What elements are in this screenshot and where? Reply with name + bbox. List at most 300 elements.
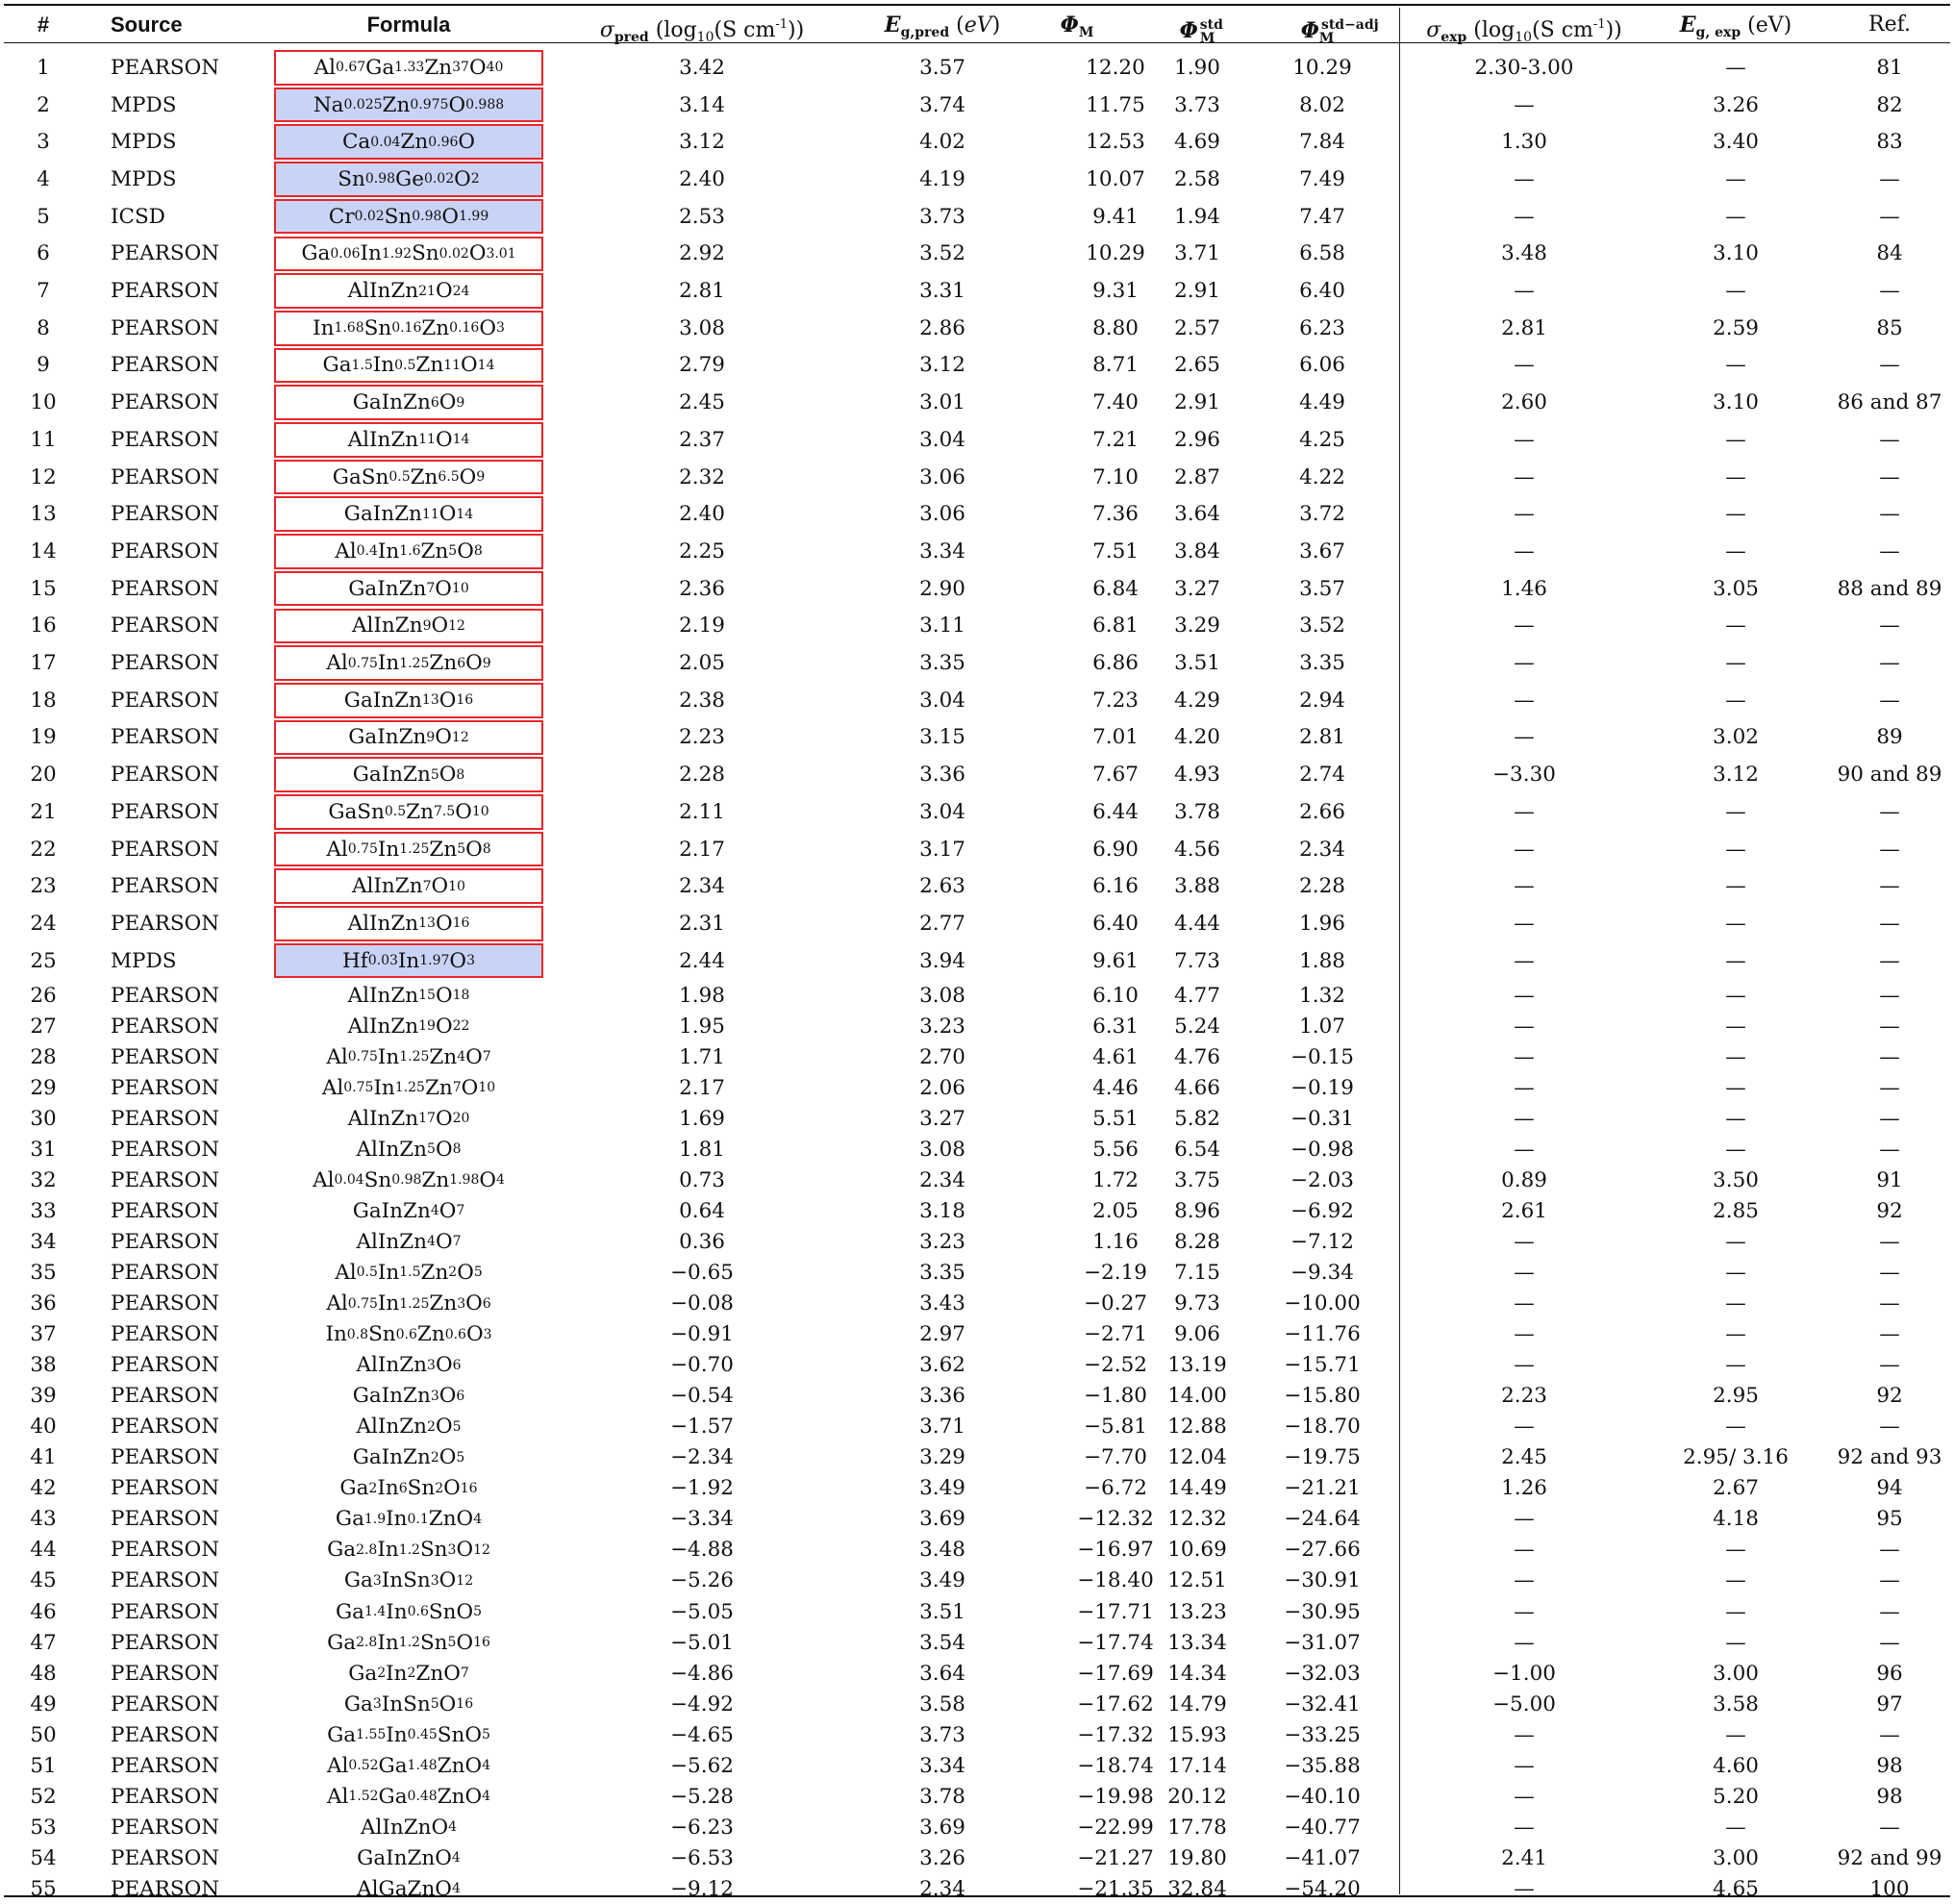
formula-cell: Ga 2.8 In 1.2 Sn 5 O 16 <box>327 1630 490 1655</box>
row-source: PEARSON <box>111 1476 220 1501</box>
formula-cell: Ga 1.4 In 0.6 SnO 5 <box>336 1599 482 1624</box>
phi-std-adj: −0.15 <box>1290 1044 1354 1069</box>
row-source: PEARSON <box>111 763 220 788</box>
row-number: 52 <box>30 1784 57 1809</box>
table-row <box>0 310 1954 347</box>
table-row <box>0 1719 1954 1750</box>
phi-std-adj: 4.49 <box>1299 390 1345 415</box>
eg-exp: — <box>1725 1353 1746 1378</box>
reference: — <box>1879 427 1900 452</box>
eg-exp: — <box>1725 1568 1746 1593</box>
phi-std: 4.66 <box>1174 1075 1220 1100</box>
row-source: PEARSON <box>111 688 220 713</box>
sigma-exp: — <box>1514 1722 1535 1747</box>
row-number: 43 <box>30 1507 57 1532</box>
reference: 85 <box>1876 315 1903 340</box>
eg-exp: 3.58 <box>1713 1691 1759 1716</box>
phi-std: 2.91 <box>1174 279 1220 304</box>
eg-exp: — <box>1725 204 1746 229</box>
eg-exp: — <box>1725 353 1746 378</box>
eg-exp: 4.60 <box>1713 1753 1759 1778</box>
sigma-pred: 2.23 <box>679 725 725 750</box>
sigma-pred: 3.12 <box>679 130 725 155</box>
header-source: Source <box>111 13 183 37</box>
eg-exp: 2.85 <box>1713 1198 1759 1223</box>
eg-exp: — <box>1725 948 1746 973</box>
eg-pred: 2.06 <box>919 1075 965 1100</box>
sigma-exp: 1.26 <box>1501 1476 1547 1501</box>
table-row <box>0 608 1954 645</box>
reference: — <box>1879 983 1900 1008</box>
table-row <box>0 1473 1954 1504</box>
phi-m: −2.52 <box>1084 1353 1147 1378</box>
sigma-pred: 1.98 <box>679 983 725 1008</box>
reference: 89 <box>1876 725 1903 750</box>
phi-std-adj: 7.47 <box>1299 204 1345 229</box>
phi-m: 10.29 <box>1086 241 1145 266</box>
eg-exp: 3.10 <box>1713 241 1759 266</box>
phi-std-adj: 1.07 <box>1299 1014 1345 1039</box>
row-source: PEARSON <box>111 1507 220 1532</box>
eg-pred: 3.73 <box>919 1722 965 1747</box>
row-source: PEARSON <box>111 55 220 80</box>
reference: — <box>1879 688 1900 713</box>
sigma-exp: — <box>1514 279 1535 304</box>
sigma-exp: — <box>1514 1044 1535 1069</box>
phi-std-adj: −10.00 <box>1284 1291 1361 1316</box>
phi-std-adj: −0.31 <box>1290 1106 1354 1131</box>
row-source: PEARSON <box>111 799 220 824</box>
eg-pred: 3.23 <box>919 1229 965 1254</box>
row-number: 23 <box>30 874 57 899</box>
table-row <box>0 1504 1954 1535</box>
sigma-pred: 2.28 <box>679 763 725 788</box>
sigma-exp: 2.45 <box>1501 1445 1547 1470</box>
reference: — <box>1879 353 1900 378</box>
row-source: PEARSON <box>111 390 220 415</box>
row-number: 48 <box>30 1661 57 1686</box>
formula-cell: Hf 0.03 In 1.97 O 3 <box>274 943 543 979</box>
sigma-exp: 2.61 <box>1501 1198 1547 1223</box>
phi-m: −17.32 <box>1077 1722 1154 1747</box>
eg-pred: 3.04 <box>919 799 965 824</box>
row-number: 45 <box>30 1568 57 1593</box>
eg-pred: 3.36 <box>919 1384 965 1409</box>
table-row <box>0 980 1954 1011</box>
eg-exp: — <box>1725 55 1746 80</box>
phi-std-adj: 2.34 <box>1299 837 1345 862</box>
sigma-exp: — <box>1514 539 1535 564</box>
sigma-pred: −3.34 <box>670 1507 734 1532</box>
reference: 92 and 93 <box>1837 1445 1942 1470</box>
row-number: 5 <box>37 204 50 229</box>
sigma-pred: 3.08 <box>679 315 725 340</box>
sigma-exp: 0.89 <box>1501 1167 1547 1192</box>
sigma-exp: — <box>1514 1815 1535 1840</box>
phi-m: −17.74 <box>1077 1630 1154 1655</box>
eg-exp: 4.18 <box>1713 1507 1759 1532</box>
formula-cell: Al 0.67 Ga 1.33 Zn 37 O 40 <box>274 50 543 86</box>
phi-m: 9.61 <box>1092 948 1139 973</box>
phi-std: 1.94 <box>1174 204 1220 229</box>
table-row <box>0 1535 1954 1566</box>
table-row <box>0 1442 1954 1473</box>
sigma-pred: −4.88 <box>670 1538 734 1563</box>
eg-exp: — <box>1725 1291 1746 1316</box>
row-source: PEARSON <box>111 241 220 266</box>
reference: — <box>1879 1229 1900 1254</box>
row-source: PEARSON <box>111 1753 220 1778</box>
formula-cell: GaInZn 5 O 8 <box>274 757 543 792</box>
sigma-pred: 1.69 <box>679 1106 725 1131</box>
table-row <box>0 198 1954 236</box>
row-number: 4 <box>37 166 50 191</box>
phi-std-adj: 1.88 <box>1299 948 1345 973</box>
header-formula: Formula <box>366 13 451 37</box>
reference: — <box>1879 1568 1900 1593</box>
eg-pred: 3.31 <box>919 279 965 304</box>
table-row <box>0 1103 1954 1134</box>
phi-std-adj: −6.92 <box>1290 1198 1354 1223</box>
eg-exp: — <box>1725 1044 1746 1069</box>
phi-std-adj: 1.96 <box>1299 911 1345 936</box>
table-row <box>0 1781 1954 1812</box>
row-source: PEARSON <box>111 1260 220 1285</box>
phi-m: 4.46 <box>1092 1075 1139 1100</box>
row-number: 44 <box>30 1538 57 1563</box>
eg-pred: 2.90 <box>919 576 965 601</box>
phi-m: 7.23 <box>1092 688 1139 713</box>
header-phi-m: $\Phi_M$ <box>1060 13 1094 40</box>
phi-std-adj: 4.22 <box>1299 464 1345 489</box>
phi-std-adj: 3.57 <box>1299 576 1345 601</box>
eg-exp: — <box>1725 1815 1746 1840</box>
eg-pred: 3.17 <box>919 837 965 862</box>
eg-exp: — <box>1725 1722 1746 1747</box>
phi-std-adj: −30.95 <box>1284 1599 1361 1624</box>
table-row <box>0 272 1954 310</box>
formula-cell: GaSn 0.5 Zn 7.5 O 10 <box>274 794 543 830</box>
reference: 92 <box>1876 1384 1903 1409</box>
eg-exp: — <box>1725 983 1746 1008</box>
phi-std: 8.96 <box>1174 1198 1220 1223</box>
phi-std: 13.23 <box>1167 1599 1227 1624</box>
sigma-pred: −4.65 <box>670 1722 734 1747</box>
row-source: PEARSON <box>111 1784 220 1809</box>
sigma-exp: 2.41 <box>1501 1845 1547 1870</box>
eg-exp: — <box>1725 1538 1746 1563</box>
phi-m: 4.61 <box>1092 1044 1139 1069</box>
phi-m: 7.67 <box>1092 763 1139 788</box>
sigma-exp: — <box>1514 1014 1535 1039</box>
phi-std: 4.76 <box>1174 1044 1220 1069</box>
table-row <box>0 1566 1954 1596</box>
formula-cell: Ga 3 InSn 5 O 16 <box>343 1691 474 1716</box>
phi-std: 4.56 <box>1174 837 1220 862</box>
sigma-exp: — <box>1514 1538 1535 1563</box>
eg-exp: — <box>1725 502 1746 527</box>
formula-cell: AlInZn 15 O 18 <box>347 983 470 1008</box>
row-number: 19 <box>30 725 57 750</box>
sigma-exp: — <box>1514 1106 1535 1131</box>
phi-std: 5.24 <box>1174 1014 1220 1039</box>
sigma-pred: −0.65 <box>670 1260 734 1285</box>
phi-m: 6.84 <box>1092 576 1139 601</box>
row-number: 21 <box>30 799 57 824</box>
phi-m: −17.62 <box>1077 1691 1154 1716</box>
sigma-exp: — <box>1514 1415 1535 1440</box>
table-row <box>0 831 1954 868</box>
reference: — <box>1879 204 1900 229</box>
formula-cell: Al 0.75 In 1.25 Zn 3 O 6 <box>326 1291 491 1316</box>
phi-m: 2.05 <box>1092 1198 1139 1223</box>
table-row <box>0 1165 1954 1195</box>
phi-std: 13.34 <box>1167 1630 1227 1655</box>
table-row <box>0 942 1954 980</box>
sigma-exp: — <box>1514 725 1535 750</box>
table-row <box>0 1596 1954 1627</box>
row-number: 46 <box>30 1599 57 1624</box>
eg-pred: 3.06 <box>919 502 965 527</box>
sigma-exp: — <box>1514 1260 1535 1285</box>
phi-std-adj: 3.67 <box>1299 539 1345 564</box>
phi-std-adj: −40.77 <box>1284 1815 1361 1840</box>
reference: 88 and 89 <box>1837 576 1942 601</box>
sigma-exp: — <box>1514 688 1535 713</box>
phi-m: −19.98 <box>1077 1784 1154 1809</box>
formula-cell: GaInZnO 4 <box>357 1845 461 1870</box>
sigma-pred: 1.81 <box>679 1137 725 1162</box>
eg-exp: — <box>1725 1075 1746 1100</box>
eg-pred: 3.06 <box>919 464 965 489</box>
row-number: 32 <box>30 1167 57 1192</box>
eg-exp: 3.50 <box>1713 1167 1759 1192</box>
phi-std: 2.96 <box>1174 427 1220 452</box>
phi-std: 2.58 <box>1174 166 1220 191</box>
sigma-pred: −5.62 <box>670 1753 734 1778</box>
eg-pred: 3.51 <box>919 1599 965 1624</box>
formula-cell: In 0.8 Sn 0.6 Zn 0.6 O 3 <box>325 1322 492 1347</box>
phi-std-adj: 6.23 <box>1299 315 1345 340</box>
eg-pred: 3.71 <box>919 1415 965 1440</box>
row-source: PEARSON <box>111 614 220 639</box>
row-number: 7 <box>37 279 50 304</box>
reference: 98 <box>1876 1753 1903 1778</box>
reference: 96 <box>1876 1661 1903 1686</box>
phi-std-adj: 6.40 <box>1299 279 1345 304</box>
formula-cell: Al 1.52 Ga 0.48 ZnO 4 <box>326 1784 491 1809</box>
row-source: PEARSON <box>111 1044 220 1069</box>
sigma-pred: 0.36 <box>679 1229 725 1254</box>
sigma-pred: −6.53 <box>670 1845 734 1870</box>
phi-std: 12.51 <box>1167 1568 1227 1593</box>
row-number: 50 <box>30 1722 57 1747</box>
eg-exp: 3.00 <box>1713 1661 1759 1686</box>
eg-exp: 4.65 <box>1713 1876 1759 1901</box>
reference: 91 <box>1876 1167 1903 1192</box>
reference: — <box>1879 837 1900 862</box>
eg-exp: — <box>1725 837 1746 862</box>
sigma-pred: −1.92 <box>670 1476 734 1501</box>
row-source: PEARSON <box>111 1075 220 1100</box>
phi-std: 3.71 <box>1174 241 1220 266</box>
phi-m: −21.27 <box>1077 1845 1154 1870</box>
sigma-exp: — <box>1514 166 1535 191</box>
eg-pred: 3.36 <box>919 763 965 788</box>
sigma-pred: −1.57 <box>670 1415 734 1440</box>
phi-std: 3.27 <box>1174 576 1220 601</box>
eg-pred: 3.57 <box>919 55 965 80</box>
sigma-exp: 1.30 <box>1501 130 1547 155</box>
phi-m: −5.81 <box>1084 1415 1147 1440</box>
sigma-pred: 2.36 <box>679 576 725 601</box>
phi-std-adj: 7.49 <box>1299 166 1345 191</box>
formula-cell: AlInZn 4 O 7 <box>356 1229 462 1254</box>
phi-std-adj: 10.29 <box>1292 55 1352 80</box>
sigma-exp: 3.48 <box>1501 241 1547 266</box>
reference: — <box>1879 614 1900 639</box>
table-row <box>0 1011 1954 1041</box>
phi-m: 6.44 <box>1092 799 1139 824</box>
formula-cell: Al 0.75 In 1.25 Zn 5 O 8 <box>274 832 543 867</box>
sigma-pred: −0.54 <box>670 1384 734 1409</box>
table-row <box>0 682 1954 719</box>
reference: — <box>1879 1722 1900 1747</box>
table-row <box>0 236 1954 273</box>
row-source: PEARSON <box>111 874 220 899</box>
phi-std-adj: −27.66 <box>1284 1538 1361 1563</box>
sigma-pred: 2.81 <box>679 279 725 304</box>
reference: — <box>1879 279 1900 304</box>
phi-std-adj: −19.75 <box>1284 1445 1361 1470</box>
header-number: # <box>37 13 50 37</box>
sigma-exp: — <box>1514 1507 1535 1532</box>
phi-std: 3.78 <box>1174 799 1220 824</box>
formula-cell: GaInZn 6 O 9 <box>274 385 543 420</box>
reference: — <box>1879 911 1900 936</box>
sigma-exp: — <box>1514 651 1535 676</box>
sigma-pred: 1.95 <box>679 1014 725 1039</box>
phi-std-adj: 8.02 <box>1299 92 1345 117</box>
table-row <box>0 793 1954 831</box>
sigma-pred: −0.70 <box>670 1353 734 1378</box>
row-source: PEARSON <box>111 1661 220 1686</box>
sigma-exp: — <box>1514 614 1535 639</box>
phi-std: 4.77 <box>1174 983 1220 1008</box>
sigma-pred: 2.11 <box>679 799 725 824</box>
formula-cell: Ga 2 In 2 ZnO 7 <box>348 1661 469 1686</box>
eg-pred: 2.70 <box>919 1044 965 1069</box>
eg-exp: 3.05 <box>1713 576 1759 601</box>
eg-pred: 3.18 <box>919 1198 965 1223</box>
table-row <box>0 1412 1954 1442</box>
formula-cell: GaInZn 4 O 7 <box>352 1198 465 1223</box>
eg-exp: 3.02 <box>1713 725 1759 750</box>
phi-std-adj: 3.35 <box>1299 651 1345 676</box>
reference: — <box>1879 1538 1900 1563</box>
eg-exp: — <box>1725 464 1746 489</box>
phi-m: 6.90 <box>1092 837 1139 862</box>
row-number: 47 <box>30 1630 57 1655</box>
eg-pred: 3.11 <box>919 614 965 639</box>
eg-pred: 3.94 <box>919 948 965 973</box>
row-source: PEARSON <box>111 1014 220 1039</box>
phi-std: 14.34 <box>1167 1661 1227 1686</box>
phi-std: 15.93 <box>1167 1722 1227 1747</box>
eg-pred: 3.34 <box>919 539 965 564</box>
header-eg-pred: $E_{g,pred}$ (eV) <box>884 13 1001 40</box>
formula-cell: AlGaZnO 4 <box>357 1876 461 1901</box>
sigma-exp: 2.81 <box>1501 315 1547 340</box>
formula-cell: GaInZn 7 O 10 <box>274 571 543 607</box>
formula-cell: Al 0.04 Sn 0.98 Zn 1.98 O 4 <box>313 1167 505 1192</box>
phi-m: 12.20 <box>1086 55 1145 80</box>
row-number: 34 <box>30 1229 57 1254</box>
eg-pred: 3.04 <box>919 427 965 452</box>
header-phi-adj: Φ $^{std-adj}_M$ <box>1300 17 1379 46</box>
row-source: PEARSON <box>111 502 220 527</box>
row-number: 28 <box>30 1044 57 1069</box>
table-row <box>0 867 1954 905</box>
phi-std: 2.57 <box>1174 315 1220 340</box>
eg-exp: — <box>1725 614 1746 639</box>
sigma-exp: — <box>1514 464 1535 489</box>
reference: — <box>1879 1106 1900 1131</box>
row-number: 49 <box>30 1691 57 1716</box>
formula-cell: Ga 3 InSn 3 O 12 <box>343 1568 474 1593</box>
row-number: 15 <box>30 576 57 601</box>
row-number: 37 <box>30 1322 57 1347</box>
reference: 98 <box>1876 1784 1903 1809</box>
sigma-pred: −5.05 <box>670 1599 734 1624</box>
table-row <box>0 421 1954 459</box>
row-source: MPDS <box>111 130 177 155</box>
eg-pred: 3.43 <box>919 1291 965 1316</box>
table-row <box>0 1195 1954 1226</box>
sigma-exp: 2.30-3.00 <box>1474 55 1574 80</box>
phi-std-adj: −15.80 <box>1284 1384 1361 1409</box>
row-source: MPDS <box>111 166 177 191</box>
sigma-pred: 2.25 <box>679 539 725 564</box>
phi-std-adj: −18.70 <box>1284 1415 1361 1440</box>
phi-std: 4.20 <box>1174 725 1220 750</box>
sigma-pred: 2.40 <box>679 166 725 191</box>
eg-exp: — <box>1725 1260 1746 1285</box>
reference: 90 and 89 <box>1837 763 1942 788</box>
phi-std-adj: 2.66 <box>1299 799 1345 824</box>
phi-std: 2.91 <box>1174 390 1220 415</box>
phi-std-adj: 2.28 <box>1299 874 1345 899</box>
eg-pred: 3.08 <box>919 983 965 1008</box>
reference: — <box>1879 948 1900 973</box>
phi-std: 7.73 <box>1174 948 1220 973</box>
phi-m: −7.70 <box>1084 1445 1147 1470</box>
phi-m: 7.40 <box>1092 390 1139 415</box>
eg-pred: 3.73 <box>919 204 965 229</box>
sigma-pred: 0.64 <box>679 1198 725 1223</box>
sigma-pred: 2.45 <box>679 390 725 415</box>
phi-std: 14.79 <box>1167 1691 1227 1716</box>
sigma-pred: 2.34 <box>679 874 725 899</box>
formula-cell: Ga 1.5 In 0.5 Zn 11 O 14 <box>274 348 543 384</box>
eg-exp: — <box>1725 1630 1746 1655</box>
sigma-pred: 2.79 <box>679 353 725 378</box>
phi-std: 3.64 <box>1174 502 1220 527</box>
formula-cell: In 1.68 Sn 0.16 Zn 0.16 O 3 <box>274 311 543 346</box>
reference: — <box>1879 1014 1900 1039</box>
row-number: 9 <box>37 353 50 378</box>
eg-pred: 2.34 <box>919 1167 965 1192</box>
